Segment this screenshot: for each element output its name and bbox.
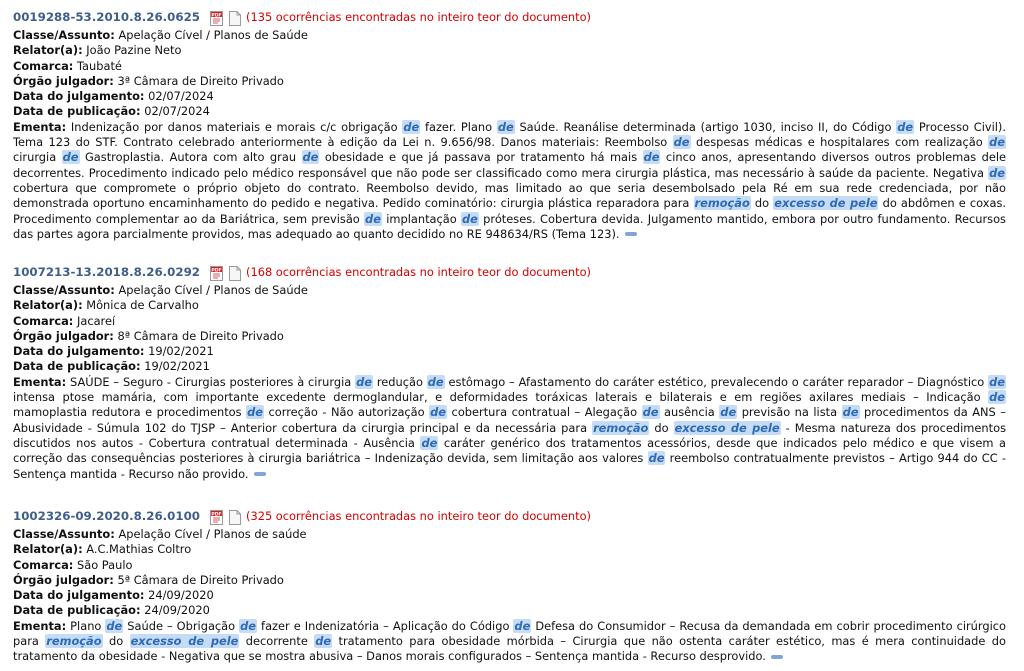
field-label: Classe/Assunto: bbox=[13, 283, 115, 297]
field-relator bbox=[13, 43, 1006, 58]
ementa bbox=[13, 375, 1006, 482]
occurrences-count: (135 ocorrências encontradas no inteiro teor do documento) bbox=[246, 10, 591, 25]
field-label: Comarca: bbox=[13, 557, 74, 572]
document-icon[interactable] bbox=[229, 11, 241, 26]
search-highlight: de bbox=[430, 405, 447, 420]
ementa-segment: intensa ptose mamária, com importante excedente dermoglandular, e deformidades toráxicas laterais e bilaterais e em regiões axilares mediais – Indicação bbox=[13, 390, 989, 405]
result-header bbox=[13, 508, 1006, 526]
search-highlight: de bbox=[62, 150, 79, 165]
ementa-label: Ementa: bbox=[13, 618, 67, 633]
process-number-link[interactable]: 0019288-53.2010.8.26.0625 bbox=[13, 10, 200, 25]
ementa-segment: caráter genérico dos tratamentos acessórios, desde que indicados pelo médico e que visem a correção das consequências posteriores à cirurgia bariátrica – Indenização devida, sem limitação aos valores bbox=[13, 435, 1006, 466]
field-label: Relator(a): bbox=[13, 542, 83, 557]
field-value: Apelação Cível / Planos de Saúde bbox=[114, 28, 308, 42]
ementa-text bbox=[13, 120, 1006, 241]
ementa-segment: Defesa do Consumidor – Recusa da demandada em cobrir procedimento cirúrgico para bbox=[13, 618, 1007, 649]
result-item bbox=[13, 264, 1006, 482]
field-comarca bbox=[13, 59, 1006, 74]
field-value: A.C.Mathias Coltro bbox=[82, 542, 192, 557]
field-label: Comarca: bbox=[13, 58, 74, 73]
field-data-julgamento bbox=[13, 588, 1006, 603]
field-label: Relator(a): bbox=[13, 298, 83, 313]
svg-text:PDF: PDF bbox=[211, 511, 222, 517]
ementa-segment: mamoplastia redutora e procedimentos bbox=[13, 405, 247, 420]
search-highlight: de bbox=[989, 374, 1005, 389]
field-value: Taubaté bbox=[73, 58, 122, 73]
process-number-link[interactable]: 1007213-13.2018.8.26.0292 bbox=[13, 265, 200, 280]
ementa-segment: Saúde. Reanálise determinada (artigo 1030, inciso II, do Código bbox=[514, 119, 897, 134]
ementa-segment: do bbox=[649, 420, 674, 435]
field-label: Órgão julgador: bbox=[13, 572, 114, 587]
search-highlight: de bbox=[365, 211, 381, 226]
ementa-segment: procedimentos da ANS – Abusividade - Súmula 102 do TJSP – Anterior cobertura da cirurgia principal e da necessária para bbox=[13, 405, 1006, 435]
ementa-segment: cirurgia bbox=[13, 150, 62, 165]
field-value: 02/07/2024 bbox=[144, 89, 214, 104]
ementa-segment: próteses. Cobertura devida. Julgamento mantido, embora por outro fundamento. Recursos das partes agora parcialmente providos, mas adequado ao quanto decidido no RE 948634/RS (Tema 123). bbox=[13, 211, 1006, 241]
search-highlight: de bbox=[315, 634, 332, 649]
field-label: Data de publicação: bbox=[13, 359, 141, 374]
field-value: 3ª Câmara de Direito Privado bbox=[113, 73, 284, 88]
search-highlight: remoção bbox=[694, 196, 750, 211]
search-highlight: de bbox=[897, 119, 914, 134]
ementa-segment: despesas médicas e hospitalares com realização bbox=[690, 135, 989, 150]
ementa-segment: cinco anos, apresentando diversos outros problemas dele decorrentes. Procedimento indicado pelo médico responsável que não pode ser classificado como mera cirurgia plástica, mas necessário à saúde da paciente. Negativa bbox=[13, 150, 1006, 180]
search-highlight: de bbox=[989, 165, 1005, 180]
field-value: São Paulo bbox=[73, 557, 133, 572]
search-highlight: de bbox=[642, 405, 659, 420]
ementa-segment: Indenização por danos materiais e morais c/c obrigação bbox=[66, 119, 403, 134]
ementa-segment: Plano bbox=[66, 618, 106, 633]
field-relator bbox=[13, 542, 1006, 557]
field-label: Data de publicação: bbox=[13, 603, 141, 618]
search-highlight: remoção bbox=[46, 634, 102, 649]
search-highlight: de bbox=[106, 618, 123, 633]
search-highlight: de bbox=[247, 405, 263, 420]
field-data-julgamento bbox=[13, 89, 1006, 104]
search-highlight: de bbox=[989, 390, 1005, 405]
ementa-segment: do bbox=[750, 196, 774, 211]
ementa-segment: Processo Civil). Tema 123 do STF. Contrato celebrado anteriormente à edição da Lei n. 9.656/98. Danos materiais: Reembolso bbox=[13, 119, 1006, 150]
ementa-segment: SAÚDE – Seguro - Cirurgias posteriores à cirurgia bbox=[66, 374, 356, 389]
field-data-julgamento bbox=[13, 344, 1006, 359]
search-highlight: de bbox=[356, 374, 372, 389]
field-value: 19/02/2021 bbox=[140, 359, 210, 374]
ementa bbox=[13, 120, 1006, 242]
search-highlight: excesso de pele bbox=[130, 634, 239, 649]
ementa-segment: fazer. Plano bbox=[420, 119, 497, 134]
field-orgao bbox=[13, 329, 1006, 344]
ementa-segment: obesidade e que já passava por tratamento há mais bbox=[319, 150, 643, 165]
field-classe bbox=[13, 28, 1006, 43]
field-label: Classe/Assunto: bbox=[13, 28, 115, 42]
ementa-segment: redução bbox=[372, 374, 427, 389]
expand-more-icon[interactable] bbox=[625, 232, 637, 236]
field-data-publicacao bbox=[13, 603, 1006, 618]
search-highlight: remoção bbox=[593, 420, 649, 435]
ementa-label: Ementa: bbox=[13, 119, 67, 134]
expand-more-icon[interactable] bbox=[771, 655, 783, 659]
svg-text:PDF: PDF bbox=[211, 267, 222, 273]
search-highlight: de bbox=[842, 405, 859, 420]
field-label: Órgão julgador: bbox=[13, 73, 114, 88]
field-value: 19/02/2021 bbox=[144, 344, 214, 359]
ementa-text bbox=[13, 619, 1006, 664]
field-label: Data do julgamento: bbox=[13, 588, 145, 603]
ementa-segment: - Mesma natureza dos procedimentos discutidos nos autos - Cobertura contratual determinada - Ausência bbox=[13, 420, 1007, 450]
field-label: Comarca: bbox=[13, 313, 74, 328]
ementa-segment: do abdômen e coxas. Procedimento complementar ao da Bariátrica, sem previsão bbox=[13, 196, 1006, 226]
field-value: 02/07/2024 bbox=[140, 104, 210, 119]
field-value: 24/09/2020 bbox=[144, 588, 214, 603]
search-highlight: de bbox=[403, 119, 420, 134]
ementa-segment: cobertura que compromete o próprio objeto do contrato. Reembolso devido, mas limitado ao que seria desembolsado pela Ré em sua rede credenciada, por não demonstrada oportuno encaminhamento do pedido e negativa. Pedido cominatório: cirurgia plástica reparadora para bbox=[13, 180, 1006, 211]
field-data-publicacao bbox=[13, 104, 1006, 119]
result-header bbox=[13, 264, 1006, 282]
field-orgao bbox=[13, 573, 1006, 588]
result-header bbox=[13, 9, 1006, 27]
ementa-text bbox=[13, 375, 1006, 481]
field-label: Órgão julgador: bbox=[13, 328, 114, 343]
ementa-segment: decorrente bbox=[239, 634, 315, 649]
pdf-icon[interactable] bbox=[210, 510, 223, 525]
document-icon[interactable] bbox=[229, 266, 241, 281]
ementa-segment: tratamento para obesidade mórbida – Cirurgia que não ostenta caráter estético, mas é mera continuidade do tratamento da obesidade - Negativa que se mostra abusiva – Danos morais configurados – Sentença mantida - Recurso desprovido. bbox=[13, 634, 1006, 664]
field-relator bbox=[13, 298, 1006, 313]
field-value: Apelação Cível / Planos de saúde bbox=[114, 527, 307, 541]
ementa-segment: Gastroplastia. Autora com alto grau bbox=[79, 150, 302, 165]
expand-more-icon[interactable] bbox=[254, 472, 266, 476]
ementa bbox=[13, 619, 1006, 665]
ementa-segment: estômago – Afastamento do caráter estético, prevalecendo o caráter reparador – Diagnóstico bbox=[444, 374, 989, 389]
ementa-segment: fazer e Indenizatória – Aplicação do Código bbox=[257, 618, 514, 633]
field-classe bbox=[13, 527, 1006, 542]
field-label: Relator(a): bbox=[13, 43, 83, 58]
ementa-segment: ausência bbox=[659, 405, 720, 420]
field-value: Jacareí bbox=[73, 313, 116, 328]
field-value: João Pazine Neto bbox=[82, 43, 182, 58]
ementa-label: Ementa: bbox=[13, 374, 67, 389]
search-highlight: de bbox=[673, 135, 690, 150]
ementa-segment: implantação bbox=[381, 211, 461, 226]
field-value: 8ª Câmara de Direito Privado bbox=[113, 328, 284, 343]
occurrences-count: (168 ocorrências encontradas no inteiro teor do documento) bbox=[246, 265, 591, 280]
search-highlight: de bbox=[427, 374, 444, 389]
search-highlight: de bbox=[240, 618, 257, 633]
field-value: Mônica de Carvalho bbox=[82, 298, 199, 313]
field-label: Classe/Assunto: bbox=[13, 527, 115, 541]
field-value: 24/09/2020 bbox=[140, 603, 210, 618]
field-value: 5ª Câmara de Direito Privado bbox=[113, 572, 284, 587]
search-highlight: de bbox=[989, 135, 1005, 150]
field-data-publicacao bbox=[13, 359, 1006, 374]
field-orgao bbox=[13, 74, 1006, 89]
occurrences-count: (325 ocorrências encontradas no inteiro teor do documento) bbox=[246, 509, 591, 524]
ementa-segment: do bbox=[102, 634, 130, 649]
pdf-icon[interactable] bbox=[210, 11, 223, 26]
search-highlight: de bbox=[720, 405, 737, 420]
field-label: Data de publicação: bbox=[13, 104, 141, 119]
result-item bbox=[13, 9, 1006, 242]
result-item bbox=[13, 508, 1006, 665]
ementa-segment: Saúde – Obrigação bbox=[123, 618, 240, 633]
search-highlight: de bbox=[643, 150, 660, 165]
search-highlight: de bbox=[514, 618, 531, 633]
search-highlight: excesso de pele bbox=[674, 420, 780, 435]
ementa-segment: previsão na lista bbox=[737, 405, 842, 420]
search-highlight: de bbox=[462, 211, 478, 226]
ementa-segment: cobertura contratual – Alegação bbox=[447, 405, 642, 420]
ementa-segment: reembolso contratualmente previstos – Artigo 944 do CC - Sentença mantida - Recurso não provido. bbox=[13, 451, 1006, 481]
field-comarca bbox=[13, 558, 1006, 573]
field-label: Data do julgamento: bbox=[13, 344, 145, 359]
ementa-segment: correção - Não autorização bbox=[263, 405, 430, 420]
search-highlight: de bbox=[421, 435, 438, 450]
search-highlight: excesso de pele bbox=[774, 196, 878, 211]
svg-text:PDF: PDF bbox=[211, 12, 222, 18]
search-highlight: de bbox=[302, 150, 319, 165]
pdf-icon[interactable] bbox=[210, 266, 223, 281]
search-highlight: de bbox=[497, 119, 514, 134]
search-highlight: de bbox=[648, 451, 665, 466]
field-classe bbox=[13, 283, 1006, 298]
field-value: Apelação Cível / Planos de Saúde bbox=[114, 283, 308, 297]
document-icon[interactable] bbox=[229, 510, 241, 525]
process-number-link[interactable]: 1002326-09.2020.8.26.0100 bbox=[13, 509, 200, 524]
field-comarca bbox=[13, 314, 1006, 329]
field-label: Data do julgamento: bbox=[13, 89, 145, 104]
